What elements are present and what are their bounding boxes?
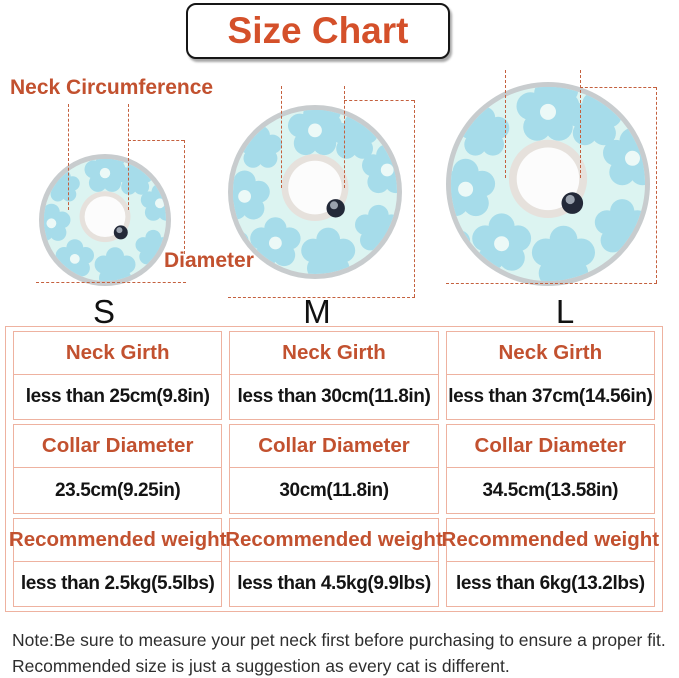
diameter-label: Diameter	[164, 249, 254, 272]
measurement-dash-line	[128, 140, 184, 141]
neck-girth-section	[229, 331, 438, 420]
size-label-m: M	[303, 293, 331, 330]
measurement-dash-line	[184, 140, 185, 254]
size-label-s: S	[92, 293, 116, 330]
table-header-cell: Collar Diameter	[230, 425, 437, 468]
table-value-cell: 23.5cm(9.25in)	[54, 479, 181, 501]
collar-illustration-large	[445, 81, 651, 292]
cord-toggle-hole	[116, 227, 122, 233]
note-line-1: Note:Be sure to measure your pet neck first before purchasing to ensure a proper fit.	[12, 630, 666, 650]
collar-illustration-small	[38, 153, 172, 292]
neck-girth-section	[446, 331, 655, 420]
collar-graphic	[445, 81, 651, 287]
measurement-dash-line	[580, 87, 656, 88]
table-value-cell: 34.5cm(13.58in)	[482, 479, 619, 501]
table-header-cell: Recommended weight	[447, 519, 654, 562]
cord-toggle-hole	[566, 195, 575, 204]
page-title: Size Chart	[227, 10, 409, 51]
table-value-cell: less than 25cm(9.8in)	[25, 386, 210, 408]
recommended-weight-section	[441, 518, 660, 607]
title-box	[186, 3, 450, 59]
table-value-cell: 30cm(11.8in)	[279, 479, 389, 501]
size-column-m	[225, 331, 443, 607]
size-table	[5, 326, 663, 612]
size-column-s	[8, 331, 227, 607]
measurement-dash-line	[281, 86, 282, 188]
size-column-l	[441, 331, 660, 607]
collar-diameter-section	[13, 424, 222, 513]
table-value-cell: less than 37cm(14.56in)	[448, 386, 653, 408]
table-header-cell: Neck Girth	[14, 332, 221, 375]
table-header-cell: Neck Girth	[447, 332, 654, 375]
collar-graphic	[38, 153, 172, 287]
measurement-dash-line	[414, 100, 415, 297]
collar-diameter-section	[229, 424, 438, 513]
measurement-dash-line	[68, 104, 69, 210]
measurement-dash-line	[344, 100, 414, 101]
cord-toggle-hole	[330, 201, 338, 209]
table-header-cell: Collar Diameter	[14, 425, 221, 468]
table-value-cell: less than 4.5kg(9.9lbs)	[237, 572, 431, 594]
measurement-dash-line	[344, 86, 345, 188]
neck-girth-section	[13, 331, 222, 420]
recommended-weight-section	[225, 518, 443, 607]
recommended-weight-section	[8, 518, 227, 607]
neck-circumference-label: Neck Circumference	[10, 76, 214, 99]
measurement-dash-line	[446, 283, 657, 284]
measurement-dash-line	[128, 104, 129, 210]
table-header-cell: Collar Diameter	[447, 425, 654, 468]
table-header-cell: Recommended weight	[14, 519, 221, 562]
measurement-dash-line	[36, 282, 186, 283]
measurement-dash-line	[656, 87, 657, 283]
measurement-dash-line	[505, 70, 506, 178]
table-header-cell: Recommended weight	[230, 519, 437, 562]
table-value-cell: less than 30cm(11.8in)	[237, 386, 431, 408]
note-line-2: Recommended size is just a suggestion as every cat is different.	[12, 656, 510, 676]
table-value-cell: less than 2.5kg(5.5lbs)	[20, 572, 215, 594]
collar-diameter-section	[446, 424, 655, 513]
table-header-cell: Neck Girth	[230, 332, 437, 375]
table-value-cell: less than 6kg(13.2lbs)	[455, 572, 645, 594]
size-label-l: L	[555, 293, 575, 330]
